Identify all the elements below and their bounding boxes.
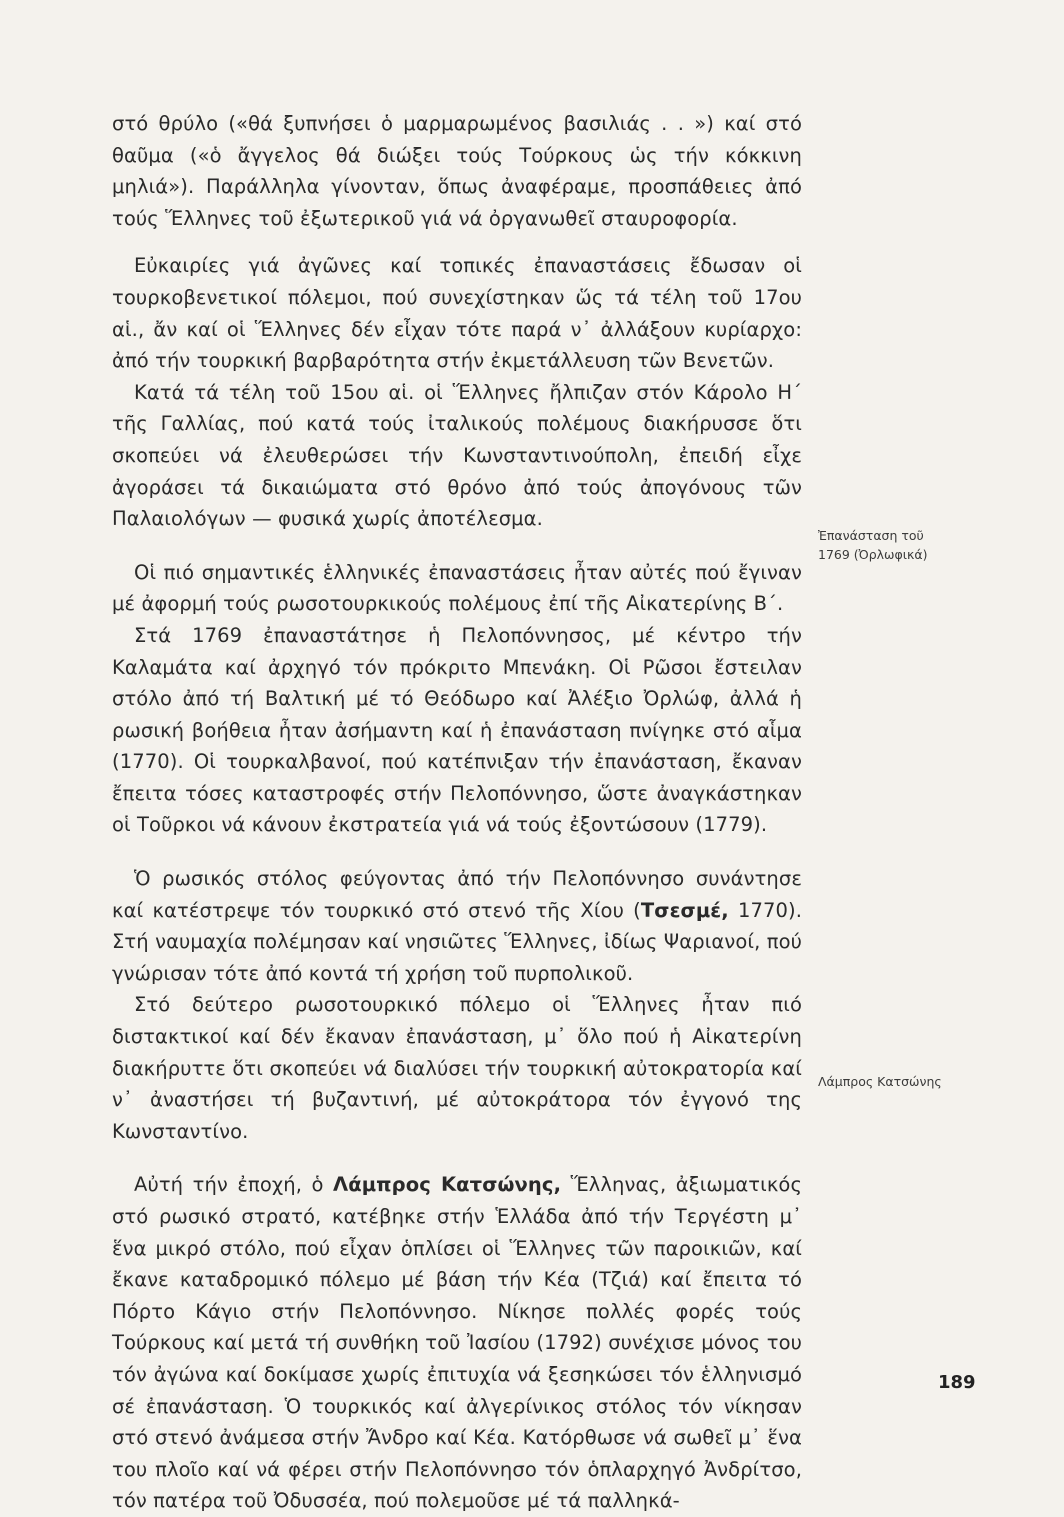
paragraph-4: Οἱ πιό σημαντικές ἑλληνικές ἐπαναστάσεις ἦταν αὐτές πού ἔγιναν μέ ἀφορμή τούς ρωσοτουρκικούς πολέμους ἐπί τῆς Αἰκατερίνης Β΄. (112, 560, 802, 616)
paragraph-8-end: Ἕλληνας, ἀξιωματικός στό ρωσικό στρατό, κατέβηκε στήν Ἑλλάδα ἀπό τήν Τεργέστη μ᾿ ἕνα μικρό στόλο, πού εἶχαν ὁπλίσει οἱ Ἕλληνες τῶν παροικιῶν, καί ἔκανε καταδρομικό πόλεμο μέ βάση τήν Κέα (Τζιά) καί ἔπειτα τό Πόρτο Κάγιο στήν Πελοπόννησο. Νίκησε πολλές φορές τούς Τούρκους καί μετά τή συνθήκη τοῦ Ἰασίου (1792) συνέχισε μόνος του τόν ἀγώνα καί δοκίμασε χωρίς ἐπιτυχία νά ξεσηκώσει τόν ἑλληνισμό σέ ἐπανάσταση. Ὁ τουρκικός καί ἀλγερίνικος στόλος τόν νίκησαν στό στενό ἀνάμεσα στήν Ἄνδρο καί Κέα. Κατόρθωσε νά σωθεῖ μ᾿ ἕνα του πλοῖο καί νά φέρει στήν Πελοπόννησο τόν ὁπλαρχηγό Ἀνδρίτσο, τόν πατέρα τοῦ Ὀδυσσέα, πού πολεμοῦσε μέ τά παλληκά- (112, 1173, 802, 1513)
paragraph-5: Στά 1769 ἐπαναστάτησε ἡ Πελοπόννησος, μέ κέντρο τήν Καλαμάτα καί ἀρχηγό τόν πρόκριτο Μπενάκη. Οἱ Ρῶσοι ἔστειλαν στόλο ἀπό τή Βαλτική μέ τό Θεόδωρο καί Ἀλέξιο Ὀρλώφ, ἀλλά ἡ ρωσική βοήθεια ἦταν ἀσήμαντη καί ἡ ἐπανάσταση πνίγηκε στό αἷμα (1770). Οἱ τουρκαλβανοί, πού κατέπνιξαν τήν ἐπανάσταση, ἔκαναν ἔπειτα τόσες καταστροφές στήν Πελοπόννησο, ὥστε ἀναγκάστηκαν οἱ Τοῦρκοι νά κάνουν ἐκστρατεία γιά νά τούς ἐξοντώσουν (1779). (112, 623, 802, 837)
paragraph-1: στό θρύλο («θά ξυπνήσει ὁ μαρμαρωμένος βασιλιάς . . ») καί στό θαῦμα («ὁ ἄγγελος θά διώξει τούς Τούρκους ὡς τήν κόκκινη μηλιά»). Παράλληλα γίνονταν, ὅπως ἀναφέραμε, προσπάθειες ἀπό τούς Ἕλληνες τοῦ ἐξωτερικοῦ γιά νά ὀργανωθεῖ σταυροφορία. (112, 112, 802, 230)
margin-note-1769 (818, 526, 998, 564)
paragraph-3: Κατά τά τέλη τοῦ 15ου αἱ. οἱ Ἕλληνες ἤλπιζαν στόν Κάρολο Η΄ τῆς Γαλλίας, πού κατά τούς ἰταλικούς πολέμους διακήρυσσε ὅτι σκοπεύει νά ἐλευθερώσει τήν Κωνσταντινούπολη, ἐπειδή εἶχε ἀγοράσει τά δικαιώματα στό θρόνο ἀπό τούς ἀπογόνους τῶν Παλαιολόγων — φυσικά χωρίς ἀποτέλεσμα. (112, 380, 802, 531)
paragraph-6-end: 1770). Στή ναυμαχία πολέμησαν καί νησιῶτες Ἕλληνες, ἰδίως Ψαριανοί, πού γνώρισαν τότε ἀπό κοντά τή χρήση τοῦ πυρπολικοῦ. (112, 898, 802, 985)
paragraph-7: Στό δεύτερο ρωσοτουρκικό πόλεμο οἱ Ἕλληνες ἦταν πιό διστακτικοί καί δέν ἔκαναν ἐπανάσταση, μ᾿ ὅλο πού ἡ Αἰκατερίνη διακήρυττε ὅτι σκοπεύει νά διαλύσει τήν τουρκική αὐτοκρατορία καί ν᾿ ἀναστήσει τή βυζαντινή, μέ αὐτοκράτορα τόν ἐγγονό της Κωνσταντίνο. (112, 993, 802, 1143)
place-name-tsesme: Τσεσμέ, (640, 898, 729, 922)
margin-note-1769-line1: Ἐπανάσταση τοῦ (818, 528, 924, 543)
page-number: 189 (938, 1372, 976, 1393)
paragraph-8-start: Αὐτή τήν ἐποχή, ὁ (134, 1173, 334, 1197)
paragraph-8 (112, 1169, 802, 1517)
paragraph-2: Εὐκαιρίες γιά ἀγῶνες καί τοπικές ἐπαναστάσεις ἔδωσαν οἱ τουρκοβενετικοί πόλεμοι, πού συνεχίστηκαν ὥς τά τέλη τοῦ 17ου αἱ., ἄν καί οἱ Ἕλληνες δέν εἶχαν τότε παρά ν᾿ ἀλλάξουν κυρίαρχο: ἀπό τήν τουρκική βαρβαρότητα στήν ἐκμετάλλευση τῶν Βενετῶν. (112, 254, 802, 373)
margin-note-katsonis-line1: Λάμπρος Κατσώνης (818, 1074, 942, 1089)
person-name-katsonis: Λάμπρος Κατσώνης, (333, 1173, 562, 1197)
margin-note-katsonis (818, 1072, 998, 1091)
main-text-column (112, 108, 802, 1517)
paragraph-6 (112, 863, 802, 989)
margin-note-1769-line2: 1769 (Ὀρλωφικά) (818, 547, 928, 562)
paragraph-6-start: Ὁ ρωσικός στόλος φεύγοντας ἀπό τήν Πελοπόννησο συνάντησε καί κατέστρεψε τόν τουρκικό στό στενό τῆς Χίου ( (112, 867, 802, 922)
